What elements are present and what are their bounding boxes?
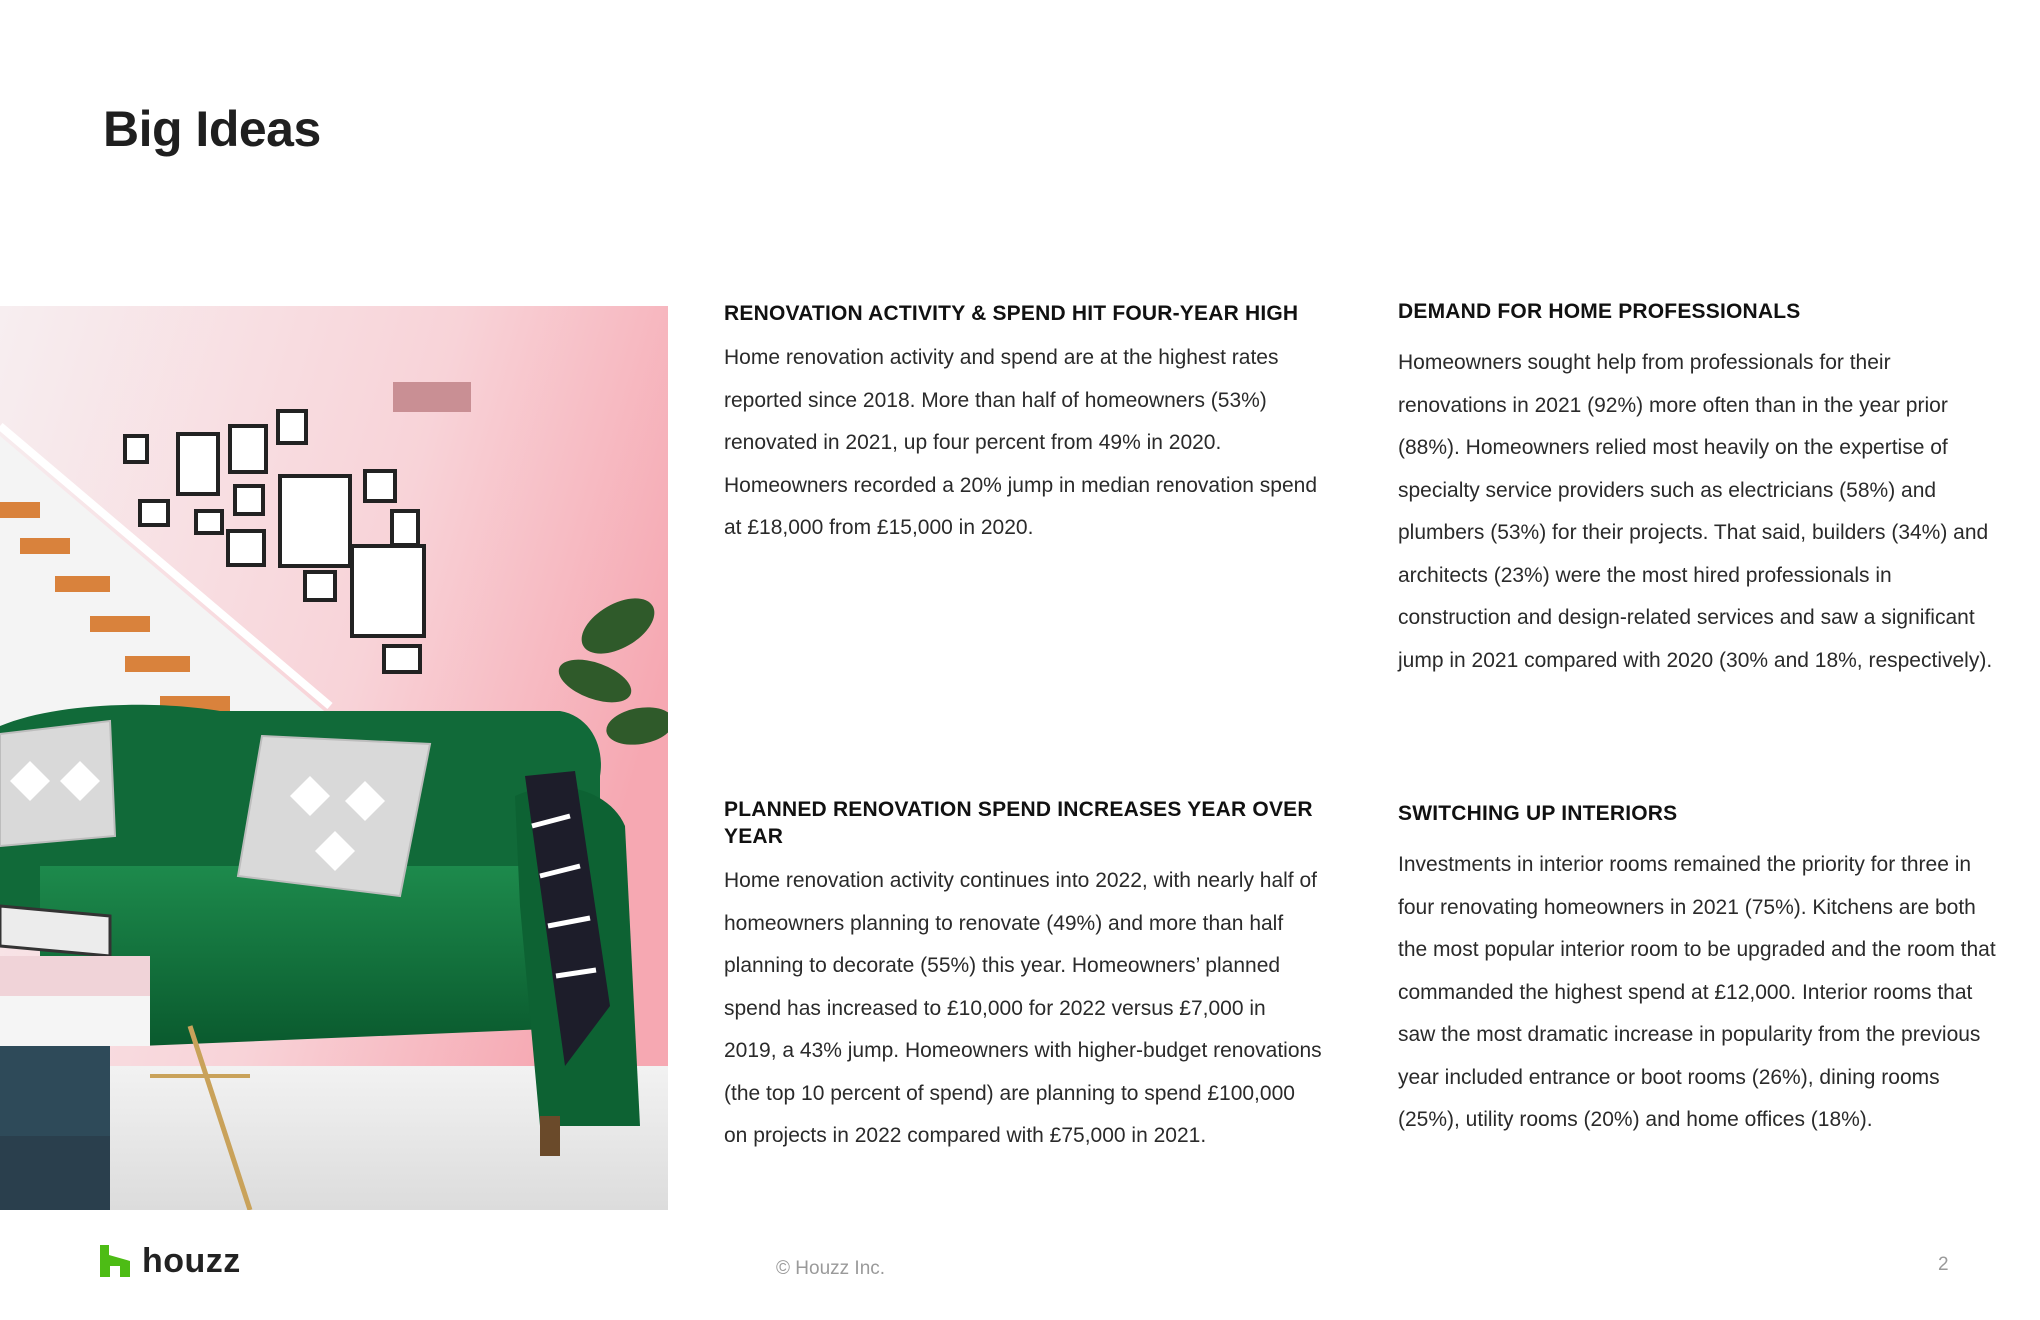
section-body: Homeowners sought help from professionals for their renovations in 2021 (92%) more often than in the year prior (88%). Homeowners relied most heavily on the expertise of specialty service providers such as electricians (58%) and plumbers (53%) for their projects. That said, builders (34%) and architects (23%) were the most hired professionals in construction and design-related services and saw a significant jump in 2021 compared with 2020 (30% and 18%, respectively). [1398,351,1993,672]
page-number: 2 [1938,1254,1949,1275]
section-heading: DEMAND FOR HOME PROFESSIONALS [1398,300,1801,323]
section-demand-professionals [1398,298,1998,682]
copyright-text: © Houzz Inc. [776,1258,886,1279]
houzz-logo [100,1243,241,1279]
section-body: Home renovation activity and spend are at the highest rates reported since 2018. More than half of homeowners (53%) renovated in 2021, up four percent from 49% in 2020. Homeowners recorded a 20% jump in median renovation spend at £18,000 from £15,000 in 2020. [724,346,1318,539]
section-switching-interiors [1398,800,1998,1142]
section-planned-spend [724,796,1324,1158]
section-body: Home renovation activity continues into 2022, with nearly half of homeowners planning to renovate (49%) and more than half planning to decorate (55%) this year. Homeowners’ planned spend has increased to £10,000 for 2022 versus £7,000 in 2019, a 43% jump. Homeowners with higher-budget renovations (the top 10 percent of spend) are planning to spend £100,000 on projects in 2022 compared with £75,000 in 2021. [724,869,1322,1147]
section-heading: RENOVATION ACTIVITY & SPEND HIT FOUR-YEAR HIGH [724,302,1299,325]
section-heading: PLANNED RENOVATION SPEND INCREASES YEAR OVER YEAR [724,798,1313,848]
houzz-logo-text: houzz [142,1241,241,1280]
section-heading: SWITCHING UP INTERIORS [1398,802,1678,825]
section-body: Investments in interior rooms remained the priority for three in four renovating homeowners in 2021 (75%). Kitchens are both the most popular interior room to be upgraded and the room that commanded the highest spend at £12,000. Interior rooms that saw the most dramatic increase in popularity from the previous year included entrance or boot rooms (26%), dining rooms (25%), utility rooms (20%) and home offices (18%). [1398,853,1996,1131]
houzz-logo-icon [100,1245,130,1277]
section-renovation-activity [724,300,1324,550]
living-room-photo [0,306,668,1210]
page-title: Big Ideas [103,101,321,157]
